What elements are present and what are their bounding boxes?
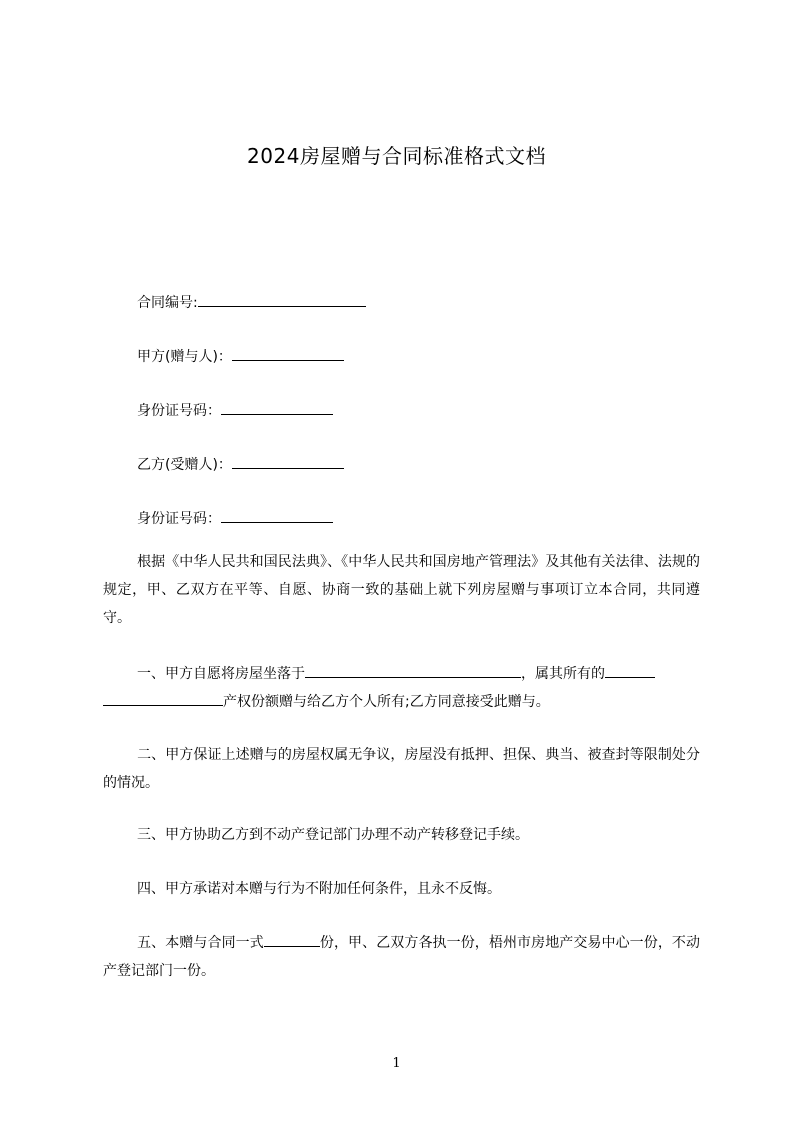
party-a-label: 甲方(赠与人)： [137, 349, 232, 365]
party-b-id-label: 身份证号码： [137, 511, 221, 527]
party-b-label: 乙方(受赠人)： [137, 457, 232, 473]
clause-5-text-b: 份，甲、乙双方各执一份，梧州市房地产交易中心一份，不动产登记部门一份。 [103, 935, 701, 979]
contract-number-label: 合同编号: [137, 295, 198, 311]
party-b-id-field [137, 508, 333, 528]
clause-1-text-c: 产权份额赠与给乙方个人所有;乙方同意接受此赠与。 [223, 694, 550, 710]
clause-3-paragraph [103, 821, 700, 849]
preamble-paragraph [103, 548, 700, 632]
clause-2-paragraph [103, 741, 700, 797]
party-a-field [137, 346, 344, 366]
clause-4-text: 四、甲方承诺对本赠与行为不附加任何条件，且永不反悔。 [137, 881, 501, 897]
clause-4-paragraph [103, 875, 700, 903]
clause-5-paragraph [103, 929, 700, 985]
clause-1-text-b: ，属其所有的 [521, 666, 605, 682]
clause-1-text-a: 一、甲方自愿将房屋坐落于 [137, 666, 305, 682]
party-b-blank [232, 454, 344, 469]
ownership-share-blank-2 [103, 691, 223, 706]
clause-3-text: 三、甲方协助乙方到不动产登记部门办理不动产转移登记手续。 [137, 827, 529, 843]
document-title: 2024房屋赠与合同标准格式文档 [247, 144, 546, 168]
contract-number-field [137, 292, 366, 312]
party-b-id-blank [221, 508, 333, 523]
contract-number-blank [198, 292, 366, 307]
party-a-id-label: 身份证号码： [137, 403, 221, 419]
clause-5-text-a: 五、本赠与合同一式 [137, 935, 264, 951]
copies-count-blank [264, 932, 320, 947]
party-a-blank [232, 346, 344, 361]
party-a-id-field [137, 400, 333, 420]
party-b-field [137, 454, 344, 474]
party-a-id-blank [221, 400, 333, 415]
page-number: 1 [392, 1056, 401, 1071]
preamble-text: 根据《中华人民共和国民法典》、《中华人民共和国房地产管理法》及其他有关法律、法规的规定，甲、乙双方在平等、自愿、协商一致的基础上就下列房屋赠与事项订立本合同，共同遵守。 [103, 554, 700, 626]
clause-2-text: 二、甲方保证上述赠与的房屋权属无争议，房屋没有抵押、担保、典当、被查封等限制处分的情况。 [103, 747, 700, 791]
property-location-blank [305, 663, 521, 678]
ownership-share-blank-1 [605, 663, 655, 678]
clause-1-paragraph [103, 660, 700, 716]
